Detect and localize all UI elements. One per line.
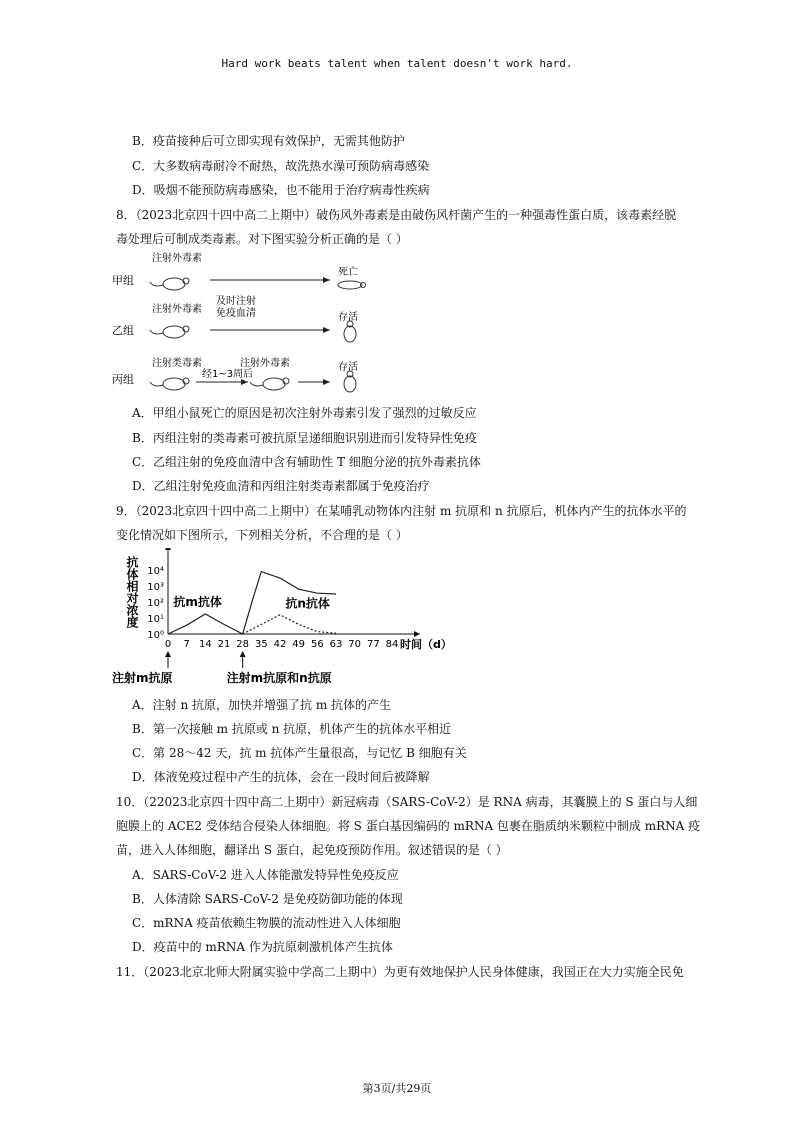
page-indicator: 第3页/共29页 <box>362 1082 432 1095</box>
y-axis-arrow <box>165 548 171 550</box>
q9-option-a: A．注射 n 抗原，加快并增强了抗 m 抗体的产生 <box>132 698 392 712</box>
bing-inject-toxoid-label: 注射类毒素 <box>152 358 202 369</box>
mouse-icon <box>150 278 189 290</box>
page-header-motto: Hard work beats talent when talent doesn't work hard. <box>221 57 573 70</box>
x-axis-arrow <box>414 631 420 637</box>
x-tick-label: 56 <box>310 639 324 650</box>
q9-option-b: B．第一次接触 m 抗原或 n 抗原，机体产生的抗体水平相近 <box>132 722 452 736</box>
x-tick-label: 77 <box>366 639 380 650</box>
mouse-icon <box>250 378 289 390</box>
x-tick-label: 70 <box>348 639 362 650</box>
x-tick-label: 49 <box>292 639 306 650</box>
alive-mouse-icon <box>344 321 356 342</box>
y-tick-label: 10⁰ <box>147 630 164 641</box>
yi-serum-label-1: 及时注射 <box>216 296 256 307</box>
q10-stem-line1: 10．（22023北京四十四中高二上期中）新冠病毒（SARS-CoV-2）是 RNA 病毒，其囊膜上的 S 蛋白与人细 <box>116 795 698 809</box>
y-tick-label: 10³ <box>147 582 164 593</box>
y-tick-label: 10¹ <box>147 614 164 625</box>
antibody-level-chart <box>112 548 452 688</box>
alive-mouse-icon <box>344 371 356 392</box>
yi-inject-toxin-label: 注射外毒素 <box>152 304 202 315</box>
q8-option-d: D．乙组注射免疫血清和丙组注射类毒素都属于免疫治疗 <box>132 479 430 493</box>
x-tick-label: 21 <box>217 639 231 650</box>
x-tick-label: 63 <box>329 639 343 650</box>
jia-result-label: 死亡 <box>338 267 358 278</box>
q10-option-a: A．SARS-CoV-2 进入人体能激发特异性免疫反应 <box>132 868 399 882</box>
q10-stem-line2: 胞膜上的 ACE2 受体结合侵染人体细胞。将 S 蛋白基因编码的 mRNA 包裹在脂质纳米颗粒中制成 mRNA 疫 <box>116 819 701 833</box>
yi-result-label: 存活 <box>338 312 358 323</box>
q11-stem-line1: 11．（2023北京北师大附属实验中学高二上期中）为更有效地保护人民身体健康，我国正在大力实施全民免 <box>116 965 684 979</box>
q8-option-c: C．乙组注射的免疫血清中含有辅助性 T 细胞分泌的抗外毒素抗体 <box>132 455 481 469</box>
q8-option-a: A．甲组小鼠死亡的原因是初次注射外毒素引发了强烈的过敏反应 <box>132 406 477 420</box>
q10-option-c: C．mRNA 疫苗依赖生物膜的流动性进入人体细胞 <box>132 916 401 930</box>
y-tick-label: 10⁴ <box>147 566 164 577</box>
q8-experiment-figure <box>108 248 438 398</box>
q8-stem-line2: 毒处理后可制成类毒素。对下图实验分析正确的是（ ） <box>116 232 408 246</box>
y-tick-label: 10² <box>147 598 164 609</box>
x-axis-title: 时间（d） <box>400 638 452 651</box>
series-label-anti-n: 抗n抗体 <box>285 596 330 611</box>
group-yi-label: 乙组 <box>112 324 134 337</box>
q10-option-b: B．人体清除 SARS-CoV-2 是免疫防御功能的体现 <box>132 892 403 906</box>
q9-stem-line2: 变化情况如下图所示，下列相关分析，不合理的是（ ） <box>116 528 408 542</box>
mouse-icon <box>150 378 189 390</box>
q7-option-c: C．大多数病毒耐冷不耐热，故洗热水澡可预防病毒感染 <box>132 159 430 173</box>
yi-serum-label-2: 免疫血清 <box>216 308 256 319</box>
x-tick-label: 14 <box>198 639 212 650</box>
series-line-anti-n <box>243 615 336 634</box>
q8-stem-line1: 8．（2023北京四十四中高二上期中）破伤风外毒素是由破伤风杆菌产生的一种强毒性蛋白质，该毒素经脱 <box>116 208 677 222</box>
x-tick-label: 28 <box>236 639 250 650</box>
bing-inject-toxin-label: 注射外毒素 <box>240 358 290 369</box>
x-tick-label: 42 <box>273 639 287 650</box>
q9-option-c: C．第 28～42 天，抗 m 抗体产生量很高，与记忆 B 细胞有关 <box>132 746 467 760</box>
annotation-inject-m: 注射m抗原 <box>112 671 173 685</box>
q10-stem-line3: 苗，进入人体细胞，翻译出 S 蛋白，起免疫预防作用。叙述错误的是（ ） <box>116 843 508 857</box>
mouse-icon <box>150 326 189 338</box>
group-jia-label: 甲组 <box>112 274 134 287</box>
q9-option-d: D．体液免疫过程中产生的抗体，会在一段时间后被降解 <box>132 770 430 784</box>
q7-option-d: D．吸烟不能预防病毒感染，也不能用于治疗病毒性疾病 <box>132 183 430 197</box>
q8-option-b: B．丙组注射的类毒素可被抗原呈递细胞识别进而引发特异性免疫 <box>132 431 477 445</box>
dead-mouse-icon <box>338 281 366 289</box>
annotation-inject-m-n: 注射m抗原和n抗原 <box>226 671 332 685</box>
q9-stem-line1: 9．（2023北京四十四中高二上期中）在某哺乳动物体内注射 m 抗原和 n 抗原后，机体内产生的抗体水平的 <box>116 504 687 518</box>
q10-option-d: D．疫苗中的 mRNA 作为抗原刺激机体产生抗体 <box>132 940 393 954</box>
injection-arrowhead <box>165 651 171 657</box>
x-tick-label: 0 <box>164 639 172 650</box>
bing-after-weeks-label: 经1~3周后 <box>202 369 254 380</box>
q7-option-b: B．疫苗接种后可立即实现有效保护，无需其他防护 <box>132 134 405 148</box>
x-tick-label: 7 <box>183 639 190 650</box>
x-tick-label: 84 <box>385 639 399 650</box>
injection-arrowhead <box>240 651 246 657</box>
series-label-anti-m: 抗m抗体 <box>173 595 222 609</box>
x-tick-label: 35 <box>254 639 268 650</box>
group-bing-label: 丙组 <box>112 373 134 386</box>
jia-inject-toxin-label: 注射外毒素 <box>152 253 202 264</box>
y-axis-title: 抗体相对浓度 <box>125 556 139 628</box>
bing-result-label: 存活 <box>338 362 358 373</box>
